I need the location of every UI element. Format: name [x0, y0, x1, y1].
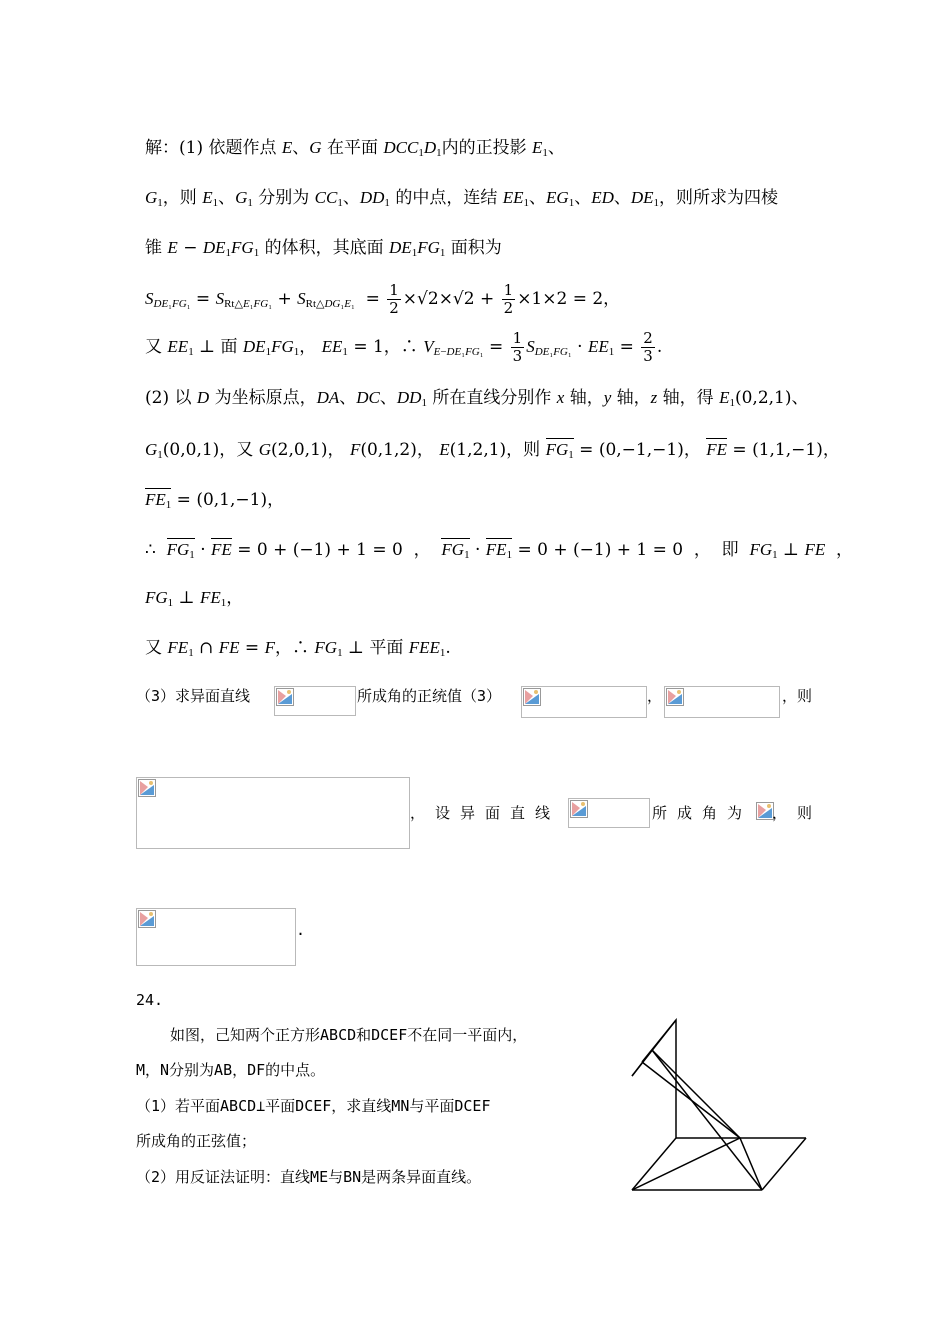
solution-line-6: (2) 以 D 为坐标原点，DA、DC、$DD_1$ 所在直线分别作 x 轴，y 轴，z 轴，得 $E_1(0,2,1)$、: [145, 388, 809, 409]
broken-image-icon: [276, 688, 294, 706]
figure-line: [652, 1050, 762, 1190]
broken-image-icon: [138, 779, 156, 797]
problem-number: 24.: [136, 991, 164, 1009]
solution-line-1: 解：(1) 依题作点 E、G 在平面 $DCC_1D_1$内的正投影 $E_1$、: [145, 138, 565, 159]
part3-period: .: [296, 921, 306, 939]
solution-line-4: $S_{DE_1FG_1} = S_{Rt\triangle E_1FG_1} + S_{Rt\triangle DG_1E_1}$ = $\frac{1}{2}$ ×√2×√2 + $\frac{1}{2}$ ×1×2 = 2，: [145, 281, 621, 317]
broken-image: [274, 686, 356, 716]
figure-line: [632, 1020, 676, 1190]
figure-line: [632, 1138, 740, 1190]
broken-image-icon: [523, 688, 541, 706]
part3-text-b: 所成角的正统值（3）: [357, 687, 502, 705]
part3-then: ，则: [782, 687, 813, 705]
figure-line: [762, 1138, 806, 1190]
solution-line-9: ∴ $FG_1$ · FE = 0 + (−1) + 1 = 0 ， $FG_1 \cdot FE_1 = 0 + (-1) + 1 = 0$ ， 即 $FG_1$ ⊥ FE ，: [145, 540, 854, 561]
figure-line: [740, 1138, 762, 1190]
part3-comma: ，: [647, 687, 663, 705]
part3-text-d: 所成角为: [652, 804, 753, 822]
figure-line: [642, 1062, 740, 1138]
solution-line-11: 又 $FE_1$ ∩ FE = F，∴ $FG_1$ ⊥ 平面 $FEE_1$.: [145, 638, 451, 659]
solution-line-8: $FE_1 = (0,1,-1)$，: [145, 490, 285, 511]
broken-image-icon: [138, 910, 156, 928]
problem-text-5: （2）用反证法证明：直线ME与BN是两条异面直线。: [136, 1168, 482, 1186]
solution-line-5: 又 $EE_1$ ⊥ 面 $DE_1FG_1$， $EE_1 = 1$，∴ $V_{E-DE_1FG_1}$ = $\frac{1}{3}$ $S_{DE_1FG_1} \cdot EE_1$ = $\frac{2}{3}$ .: [145, 329, 663, 365]
broken-image: [136, 777, 410, 849]
broken-image-icon: [570, 800, 588, 818]
solution-line-2: $G_1$，则 $E_1$、$G_1$ 分别为 $CC_1$、$DD_1$ 的中点，连结 $EE_1$、$EG_1$、ED、$DE_1$，则所求为四棱: [145, 188, 779, 209]
problem-text-2: M，N分别为AB，DF的中点。: [136, 1061, 326, 1079]
part3-text-a: （3）求异面直线: [136, 687, 251, 705]
broken-image: [664, 686, 780, 718]
broken-image: [521, 686, 647, 718]
figure-line: [642, 1020, 676, 1062]
problem-text-3: （1）若平面ABCD⊥平面DCEF，求直线MN与平面DCEF: [136, 1097, 491, 1115]
part3-text-e: ，则: [772, 804, 823, 822]
figure-line: [652, 1050, 740, 1138]
solution-line-10: $FG_1$ ⊥ $FE_1$，: [145, 588, 244, 609]
problem-text-4: 所成角的正弦值；: [136, 1132, 257, 1150]
geometry-figure: [620, 1012, 820, 1194]
broken-image: [568, 798, 650, 828]
broken-image: [136, 908, 296, 966]
broken-image: [755, 801, 771, 821]
solution-line-3: 锥 $E - DE_1FG_1$ 的体积，其底面 $DE_1FG_1$ 面积为: [145, 238, 502, 259]
part3-text-c: ，设异面直线: [410, 804, 561, 822]
solution-line-7: $G_1(0,0,1)$，又 G(2,0,1)， F(0,1,2)， E(1,2,1)，则 $FG_1 = (0,-1,-1)$， FE = (1,1,−1)，: [145, 440, 840, 461]
broken-image-icon: [666, 688, 684, 706]
problem-text-1: 如图，己知两个正方形ABCD和DCEF不在同一平面内，: [170, 1026, 528, 1044]
